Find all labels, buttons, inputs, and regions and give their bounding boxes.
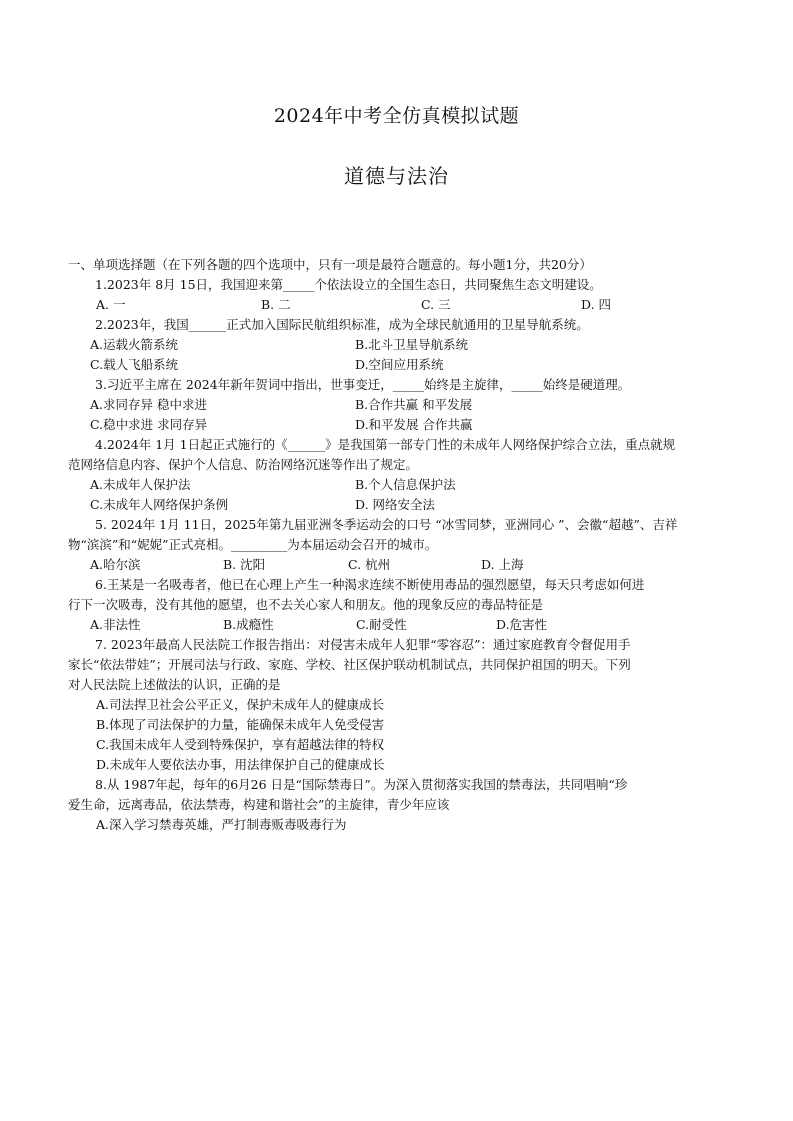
question-6-options (68, 615, 728, 635)
option-b: B. 沈阳 (223, 557, 266, 572)
option-d: D.空间应用系统 (355, 357, 444, 372)
option-d: D. 网络安全法 (355, 497, 436, 512)
option-a: A. 一 (96, 297, 126, 312)
option-c: C.耐受性 (356, 617, 407, 632)
section-heading: 一、单项选择题（在下列各题的四个选项中，只有一项是最符合题意的。每小题1分，共20分） (68, 257, 592, 272)
option-a: A.未成年人保护法 (90, 477, 191, 492)
question-7-stem-line3: 对人民法院上述做法的认识，正确的是 (68, 677, 281, 692)
question-3-options-row2 (68, 415, 728, 435)
question-2-options-row2 (68, 355, 728, 375)
option-c: C.载人飞船系统 (90, 357, 179, 372)
option-d: D. 四 (581, 297, 612, 312)
option-a: A.非法性 (90, 617, 141, 632)
option-b: B.成瘾性 (223, 617, 274, 632)
question-8-stem-line1: 8.从 1987年起，每年的6月26 日是“国际禁毒日”。为深入贯彻落实我国的禁毒法，共同唱响“珍 (95, 777, 628, 792)
question-7-stem-line2: 家长“依法带娃”；开展司法与行政、家庭、学校、社区保护联动机制试点，共同保护祖国的明天。下列 (68, 657, 631, 672)
question-3-options-row1 (68, 395, 728, 415)
question-7-stem-line1: 7. 2023年最高人民法院工作报告指出：对侵害未成年人犯罪“零容忍”：通过家庭教育令督促用手 (95, 637, 631, 652)
subject-title: 道德与法治 (344, 164, 449, 188)
option-a: A.深入学习禁毒英雄，严打制毒贩毒吸毒行为 (96, 817, 347, 832)
option-b: B. 二 (261, 297, 291, 312)
question-3-stem: 3.习近平主席在 2024年新年贺词中指出，世事变迁，_____始终是主旋律，_____始终是硬道理。 (95, 377, 631, 392)
question-5-options (68, 555, 728, 575)
option-b: B.个人信息保护法 (355, 477, 456, 492)
option-c: C. 三 (421, 297, 451, 312)
option-c: C. 杭州 (348, 557, 391, 572)
option-c: C.未成年人网络保护条例 (90, 497, 229, 512)
question-1-options (68, 295, 728, 315)
question-4-options-row2 (68, 495, 728, 515)
option-a: A.求同存异 稳中求进 (90, 397, 207, 412)
option-c: C.我国未成年人受到特殊保护，享有超越法律的特权 (96, 737, 385, 752)
option-b: B.北斗卫星导航系统 (355, 337, 469, 352)
question-5-stem-line2: 物“滨滨”和“妮妮”正式亮相。_________为本届运动会召开的城市。 (68, 537, 438, 552)
option-d: D.和平发展 合作共赢 (355, 417, 473, 432)
option-a: A.运载火箭系统 (90, 337, 179, 352)
question-4-options-row1 (68, 475, 728, 495)
option-a: A.哈尔滨 (90, 557, 141, 572)
option-d: D. 上海 (481, 557, 524, 572)
option-d: D.危害性 (496, 617, 548, 632)
question-2-options-row1 (68, 335, 728, 355)
question-1-stem: 1.2023年 8月 15日，我国迎来第_____个依法设立的全国生态日，共同聚焦生态文明建设。 (95, 277, 602, 292)
question-6-stem-line2: 行下一次吸毒，没有其他的愿望，也不去关心家人和朋友。他的现象反应的毒品特征是 (68, 597, 544, 612)
exam-title: 2024年中考全仿真模拟试题 (273, 105, 520, 127)
question-4-stem-line2: 范网络信息内容、保护个人信息、防治网络沉迷等作出了规定。 (68, 457, 419, 472)
option-b: B.体现了司法保护的力量，能确保未成年人免受侵害 (96, 717, 385, 732)
exam-content (68, 255, 728, 835)
option-c: C.稳中求进 求同存异 (90, 417, 208, 432)
question-8-stem-line2: 爱生命，远离毒品，依法禁毒，构建和谐社会”的主旋律，青少年应该 (68, 797, 450, 812)
option-a: A.司法捍卫社会公平正义，保护未成年人的健康成长 (96, 697, 385, 712)
question-5-stem-line1: 5. 2024年 1月 11日，2025年第九届亚洲冬季运动会的口号 “冰雪同梦，亚洲同心 ”、会徽“超越”、吉祥 (95, 517, 678, 532)
option-d: D.未成年人要依法办事，用法律保护自己的健康成长 (96, 757, 385, 772)
question-2-stem: 2.2023年，我国______正式加入国际民航组织标准，成为全球民航通用的卫星导航系统。 (95, 317, 589, 332)
option-b: B.合作共赢 和平发展 (355, 397, 473, 412)
question-4-stem-line1: 4.2024年 1月 1日起正式施行的《______》是我国第一部专门性的未成年人网络保护综合立法，重点就规 (95, 437, 676, 452)
question-6-stem-line1: 6.王某是一名吸毒者，他已在心理上产生一种渴求连续不断使用毒品的强烈愿望，每天只考虑如何进 (95, 577, 645, 592)
